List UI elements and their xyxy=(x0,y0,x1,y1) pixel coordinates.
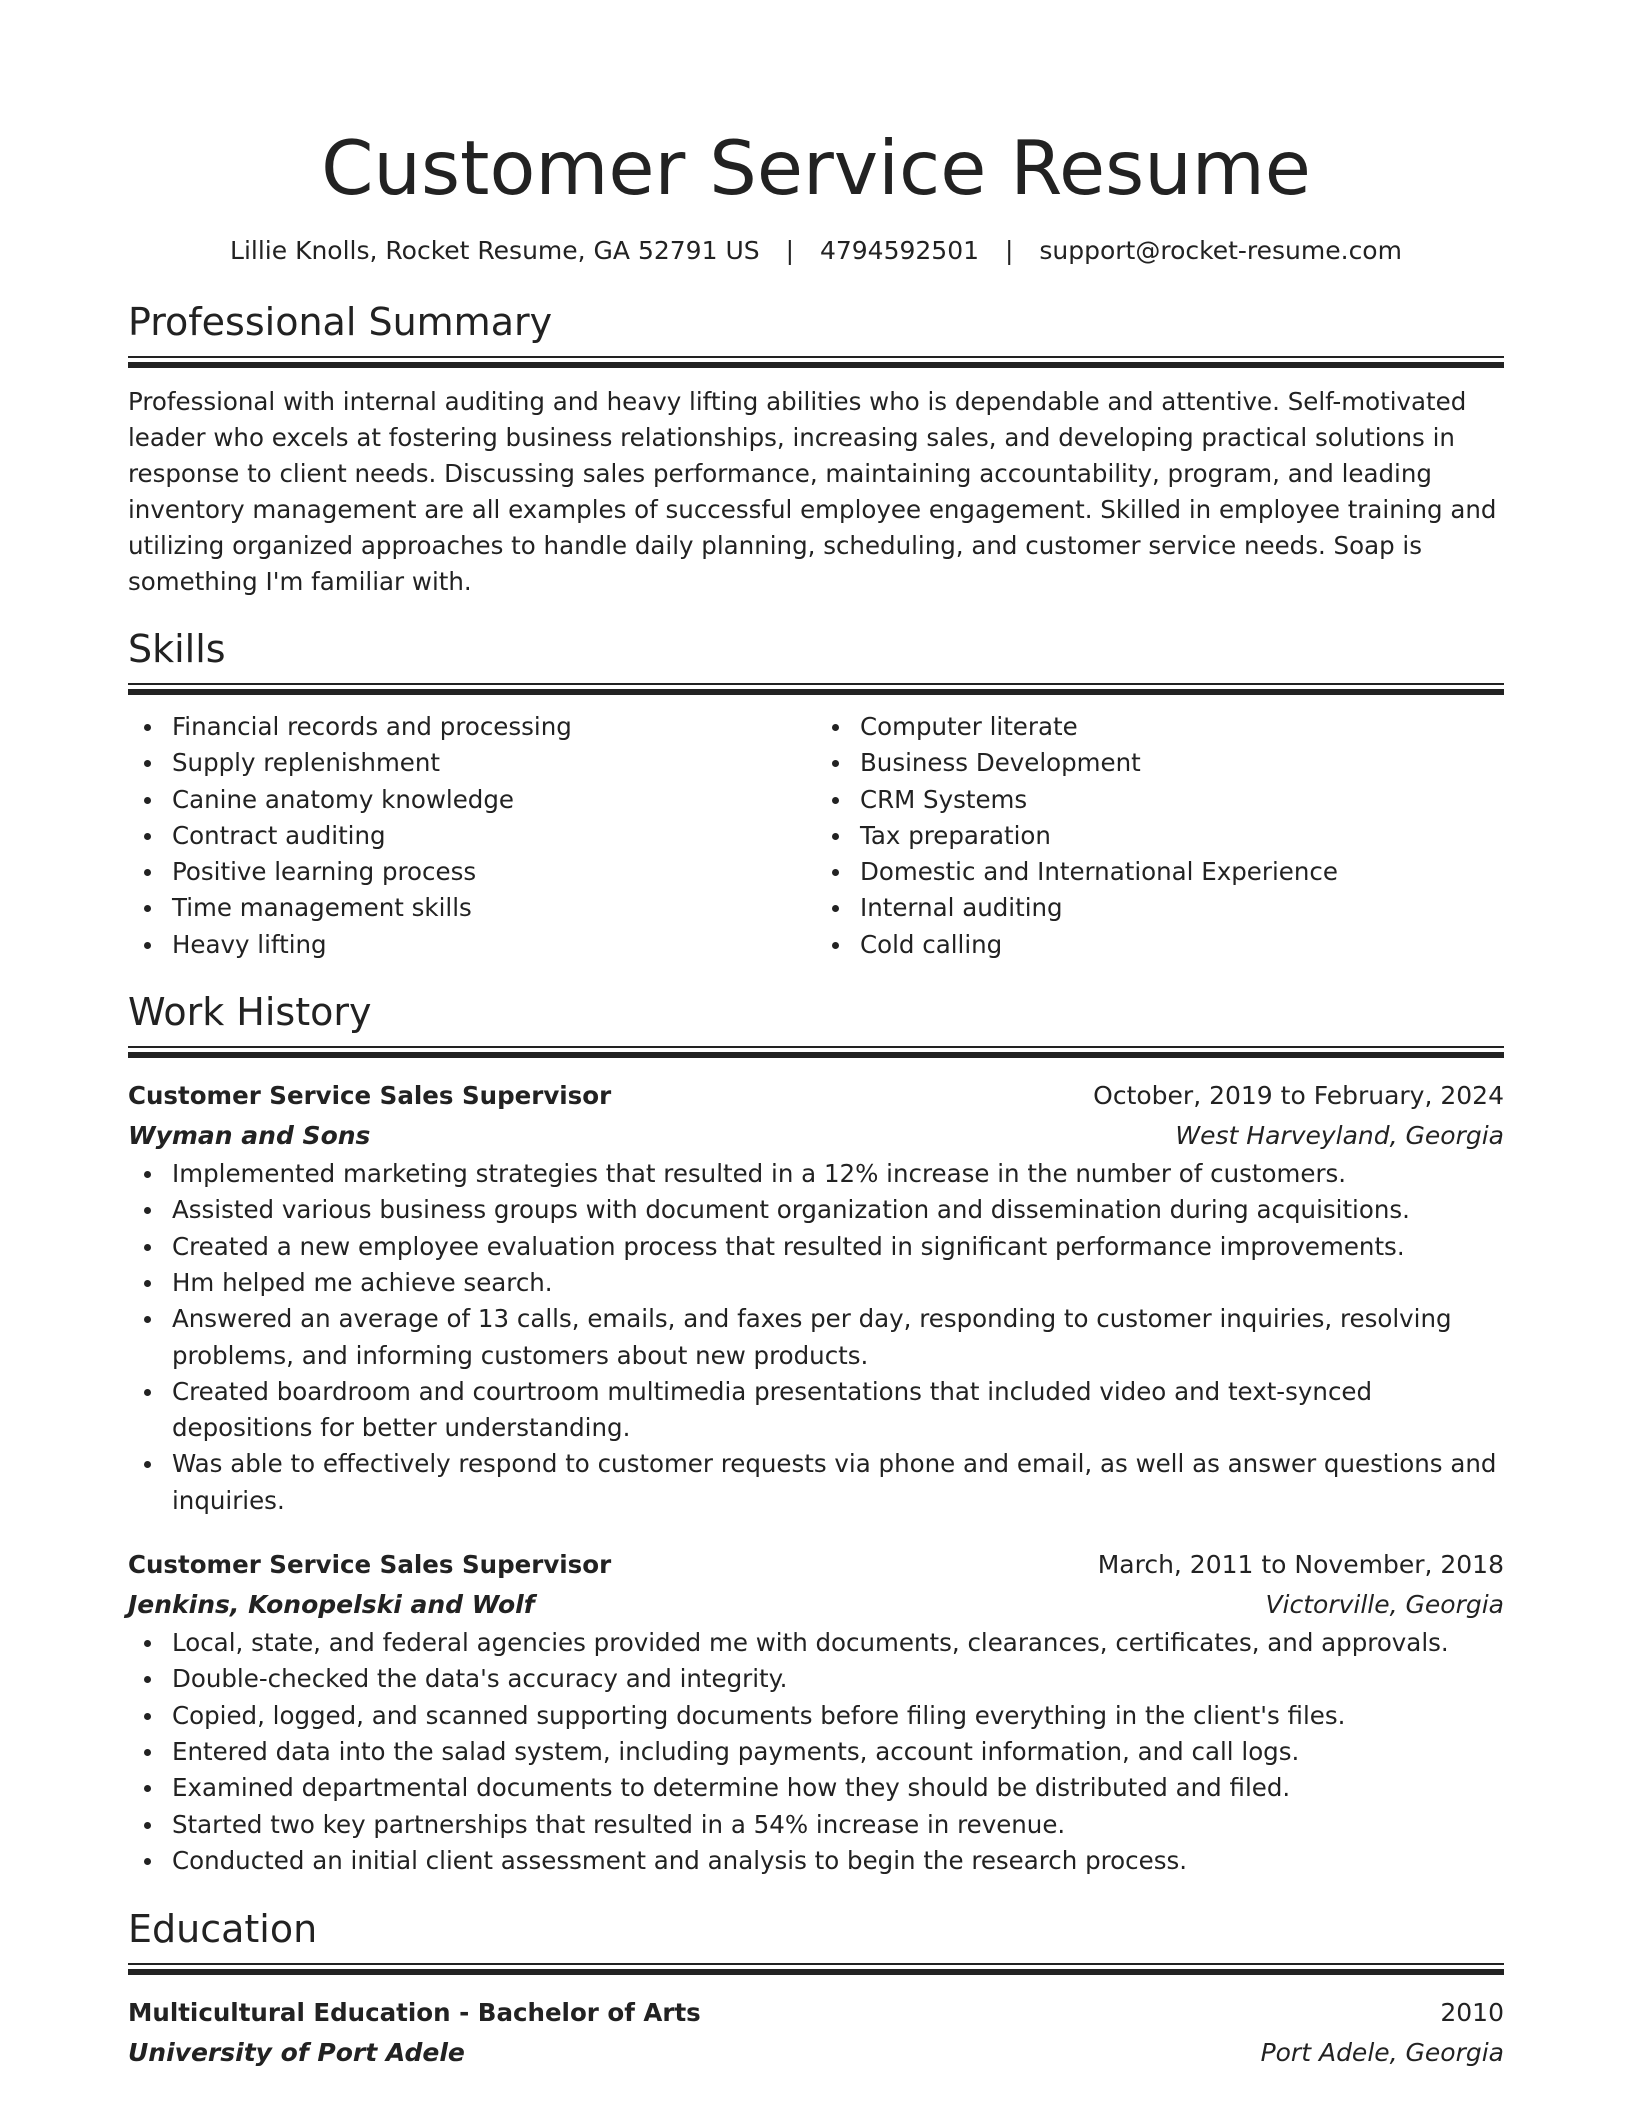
skill-item: Business Development xyxy=(860,745,1504,781)
section-divider xyxy=(128,1963,1504,1975)
education-section xyxy=(128,1905,1504,2073)
job-location: West Harveyland, Georgia xyxy=(1175,1121,1504,1151)
job-location: Victorville, Georgia xyxy=(1265,1590,1504,1620)
job-subheader xyxy=(128,1116,1504,1156)
skills-column-left xyxy=(128,709,816,963)
skill-item: Tax preparation xyxy=(860,818,1504,854)
job-bullet: Assisted various business groups with document organization and dissemination during acquisitions. xyxy=(172,1192,1504,1228)
job-company: Jenkins, Konopelski and Wolf xyxy=(128,1590,535,1620)
work-history-section xyxy=(128,988,1504,1879)
job-bullet: Started two key partnerships that resulted in a 54% increase in revenue. xyxy=(172,1807,1504,1843)
skills-heading: Skills xyxy=(128,627,226,671)
resume-title: Customer Service Resume xyxy=(321,124,1311,212)
job-title: Customer Service Sales Supervisor xyxy=(128,1081,612,1111)
section-divider xyxy=(128,1046,1504,1058)
job-dates: March, 2011 to November, 2018 xyxy=(1097,1550,1504,1580)
job-dates: October, 2019 to February, 2024 xyxy=(1093,1081,1504,1111)
skills-column-right xyxy=(816,709,1504,963)
skill-item: Internal auditing xyxy=(860,890,1504,926)
job-bullet: Entered data into the salad system, including payments, account information, and call logs. xyxy=(172,1734,1504,1770)
education-entry xyxy=(128,1993,1504,2073)
job-entry xyxy=(128,1545,1504,1879)
job-bullet: Created a new employee evaluation process that resulted in significant performance improvements. xyxy=(172,1229,1504,1265)
skill-item: Contract auditing xyxy=(172,818,816,854)
skill-item: Positive learning process xyxy=(172,854,816,890)
skill-item: Financial records and processing xyxy=(172,709,816,745)
education-school: University of Port Adele xyxy=(128,2038,465,2068)
summary-text: Professional with internal auditing and heavy lifting abilities who is dependable and attentive. Self-motivated leader who excels at fostering business relationships, increasing sales, and developing practical solutions in response to client needs. Discussing sales performance, maintaining accountability, program, and leading inventory management are all examples of successful employee engagement. Skilled in employee training and utilizing organized approaches to handle daily planning, scheduling, and customer service needs. Soap is something I'm familiar with. xyxy=(128,387,1497,596)
job-bullet: Answered an average of 13 calls, emails, and faxes per day, responding to customer inquiries, resolving problems, and informing customers about new products. xyxy=(172,1301,1504,1374)
contact-email: support@rocket-resume.com xyxy=(1039,236,1402,265)
job-entry xyxy=(128,1076,1504,1519)
education-heading: Education xyxy=(128,1907,318,1952)
job-title: Customer Service Sales Supervisor xyxy=(128,1550,612,1580)
skill-item: CRM Systems xyxy=(860,782,1504,818)
job-bullet: Was able to effectively respond to customer requests via phone and email, as well as answer questions and inquiries. xyxy=(172,1446,1504,1519)
skill-item: Canine anatomy knowledge xyxy=(172,782,816,818)
contact-address: Lillie Knolls, Rocket Resume, GA 52791 US xyxy=(230,236,760,265)
skill-item: Computer literate xyxy=(860,709,1504,745)
education-header xyxy=(128,1993,1504,2033)
education-location: Port Adele, Georgia xyxy=(1260,2038,1504,2068)
contact-phone: 4794592501 xyxy=(819,236,980,265)
job-bullet: Local, state, and federal agencies provided me with documents, clearances, certificates, and approvals. xyxy=(172,1625,1504,1661)
skill-item: Supply replenishment xyxy=(172,745,816,781)
summary-heading: Professional Summary xyxy=(128,300,553,344)
job-bullet: Examined departmental documents to determine how they should be distributed and filed. xyxy=(172,1770,1504,1806)
job-header xyxy=(128,1545,1504,1585)
job-company: Wyman and Sons xyxy=(128,1121,371,1151)
education-subheader xyxy=(128,2033,1504,2073)
job-bullet: Double-checked the data's accuracy and integrity. xyxy=(172,1661,1504,1697)
skill-item: Heavy lifting xyxy=(172,927,816,963)
job-header xyxy=(128,1076,1504,1116)
skills-section xyxy=(128,625,1504,963)
skill-item: Time management skills xyxy=(172,890,816,926)
skills-grid xyxy=(128,709,1504,963)
job-bullet: Hm helped me achieve search. xyxy=(172,1265,1504,1301)
job-subheader xyxy=(128,1585,1504,1625)
skill-item: Cold calling xyxy=(860,927,1504,963)
job-bullets xyxy=(128,1156,1504,1519)
contact-line xyxy=(128,234,1504,268)
contact-separator: | xyxy=(1004,236,1014,265)
contact-separator: | xyxy=(785,236,794,265)
skill-item: Domestic and International Experience xyxy=(860,854,1504,890)
summary-section xyxy=(128,298,1504,600)
section-divider xyxy=(128,683,1504,695)
job-bullet: Conducted an initial client assessment and analysis to begin the research process. xyxy=(172,1843,1504,1879)
job-bullet: Created boardroom and courtroom multimedia presentations that included video and text-synced depositions for better understanding. xyxy=(172,1374,1504,1447)
section-divider xyxy=(128,356,1504,368)
education-degree: Multicultural Education - Bachelor of Arts xyxy=(128,1998,701,2028)
job-bullet: Copied, logged, and scanned supporting documents before filing everything in the client's files. xyxy=(172,1698,1504,1734)
job-bullet: Implemented marketing strategies that resulted in a 12% increase in the number of customers. xyxy=(172,1156,1504,1192)
job-bullets xyxy=(128,1625,1504,1879)
education-year: 2010 xyxy=(1440,1998,1504,2028)
work-history-heading: Work History xyxy=(128,990,372,1035)
